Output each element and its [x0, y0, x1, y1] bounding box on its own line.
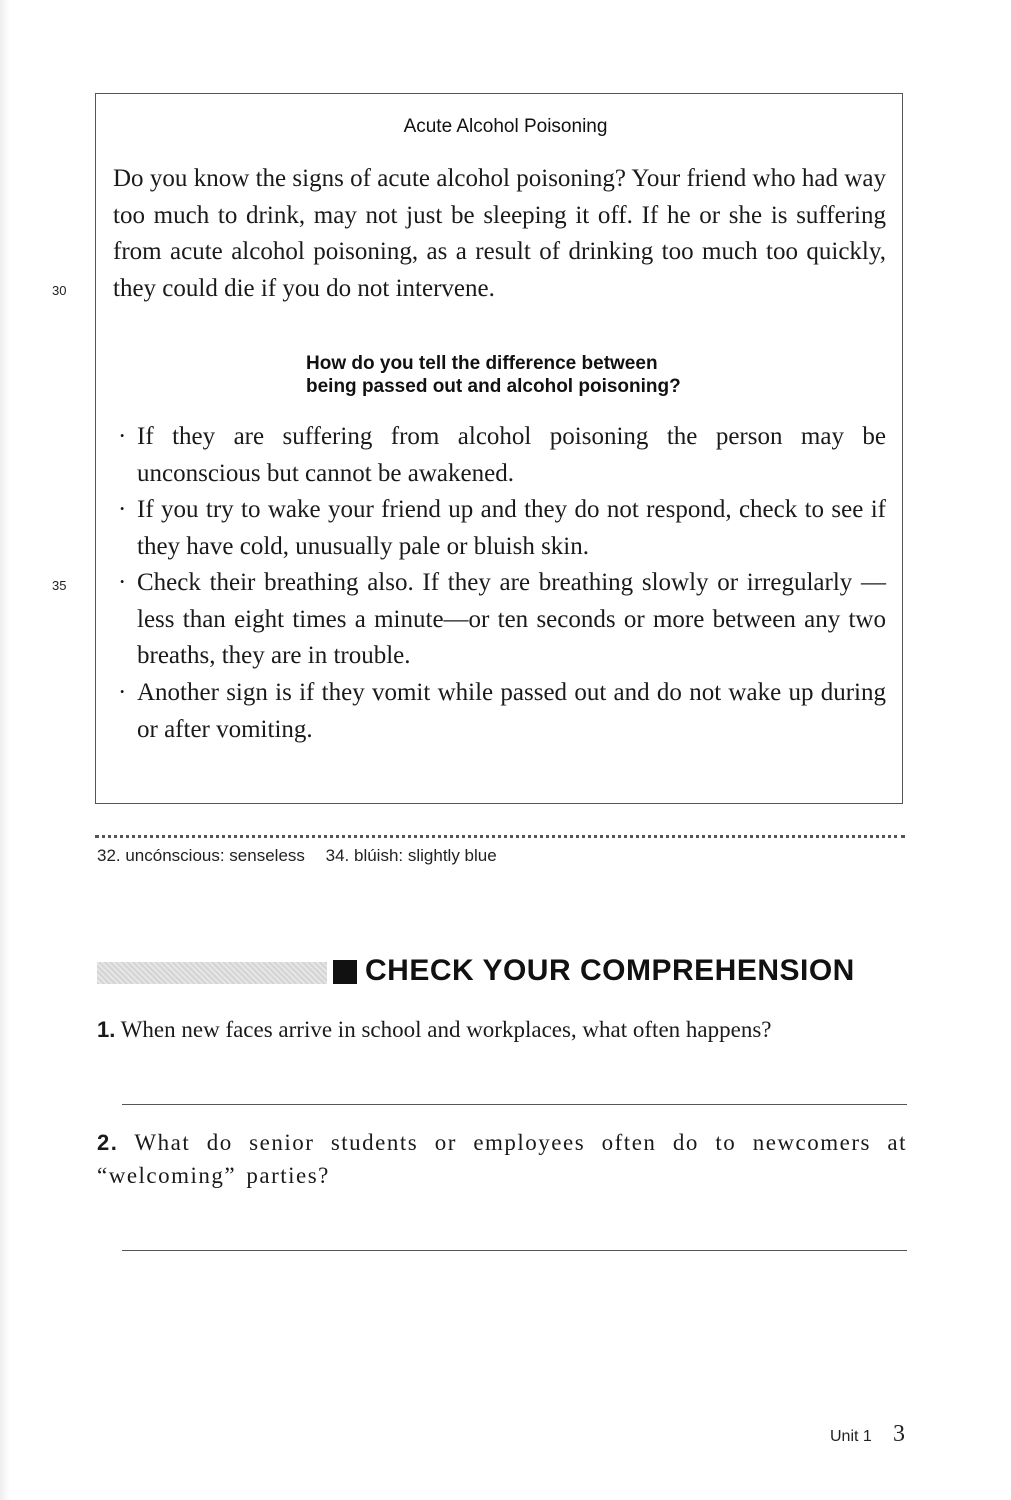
- dotted-divider: [95, 835, 905, 838]
- question-number: 1.: [97, 1017, 116, 1042]
- subheading-line-2: being passed out and alcohol poisoning?: [306, 376, 681, 397]
- bullet-text: Check their breathing also. If they are breathing slowly or irregularly —less than eight times a minute—or ten seconds or more between any two breaths, they are in trouble.: [137, 569, 886, 669]
- bullet-dot: ·: [118, 679, 127, 706]
- bullet-item: [118, 565, 886, 675]
- box-title: Acute Alcohol Poisoning: [403, 116, 608, 137]
- question-number: 2.: [97, 1130, 119, 1155]
- section-header-bar: [97, 962, 327, 984]
- bullet-text: Another sign is if they vomit while passed out and do not wake up during or after vomiting.: [137, 679, 886, 743]
- bullet-dot: ·: [118, 569, 127, 596]
- question-1: [97, 1013, 907, 1046]
- section-square-icon: [333, 960, 357, 984]
- line-number-35: 35: [52, 578, 67, 593]
- page-edge-shadow: [0, 0, 10, 1500]
- question-text: What do senior students or employees often do to newcomers at “welcoming” parties?: [97, 1130, 907, 1188]
- answer-line-2[interactable]: [122, 1250, 907, 1251]
- glossary-item: 32. uncónscious: senseless: [97, 846, 305, 865]
- answer-line-1[interactable]: [122, 1104, 907, 1105]
- question-2: [97, 1126, 907, 1192]
- footer-unit-label: Unit 1: [830, 1428, 872, 1445]
- bullet-item: [118, 675, 886, 748]
- glossary: [97, 846, 513, 866]
- glossary-item: 34. blúish: slightly blue: [325, 846, 497, 865]
- page-number: 3: [893, 1421, 905, 1447]
- bullet-dot: ·: [118, 496, 127, 523]
- bullet-item: [118, 419, 886, 492]
- bullet-item: [118, 492, 886, 565]
- line-number-30: 30: [52, 283, 67, 298]
- subheading-line-1: How do you tell the difference between: [306, 353, 658, 374]
- question-text: When new faces arrive in school and workplaces, what often happens?: [120, 1017, 772, 1042]
- intro-paragraph: Do you know the signs of acute alcohol poisoning? Your friend who had way too much to drink, may not just be sleeping it off. If he or she is suffering from acute alcohol poisoning, as a result of drinking too much too quickly, they could die if you do not intervene.: [113, 165, 886, 302]
- bullet-dot: ·: [118, 423, 127, 450]
- bullet-text: If you try to wake your friend up and they do not respond, check to see if they have cold, unusually pale or bluish skin.: [137, 496, 886, 560]
- bullet-text: If they are suffering from alcohol poisoning the person may be unconscious but cannot be awakened.: [137, 423, 886, 487]
- section-title: CHECK YOUR COMPREHENSION: [365, 954, 855, 987]
- subheading: [306, 352, 681, 398]
